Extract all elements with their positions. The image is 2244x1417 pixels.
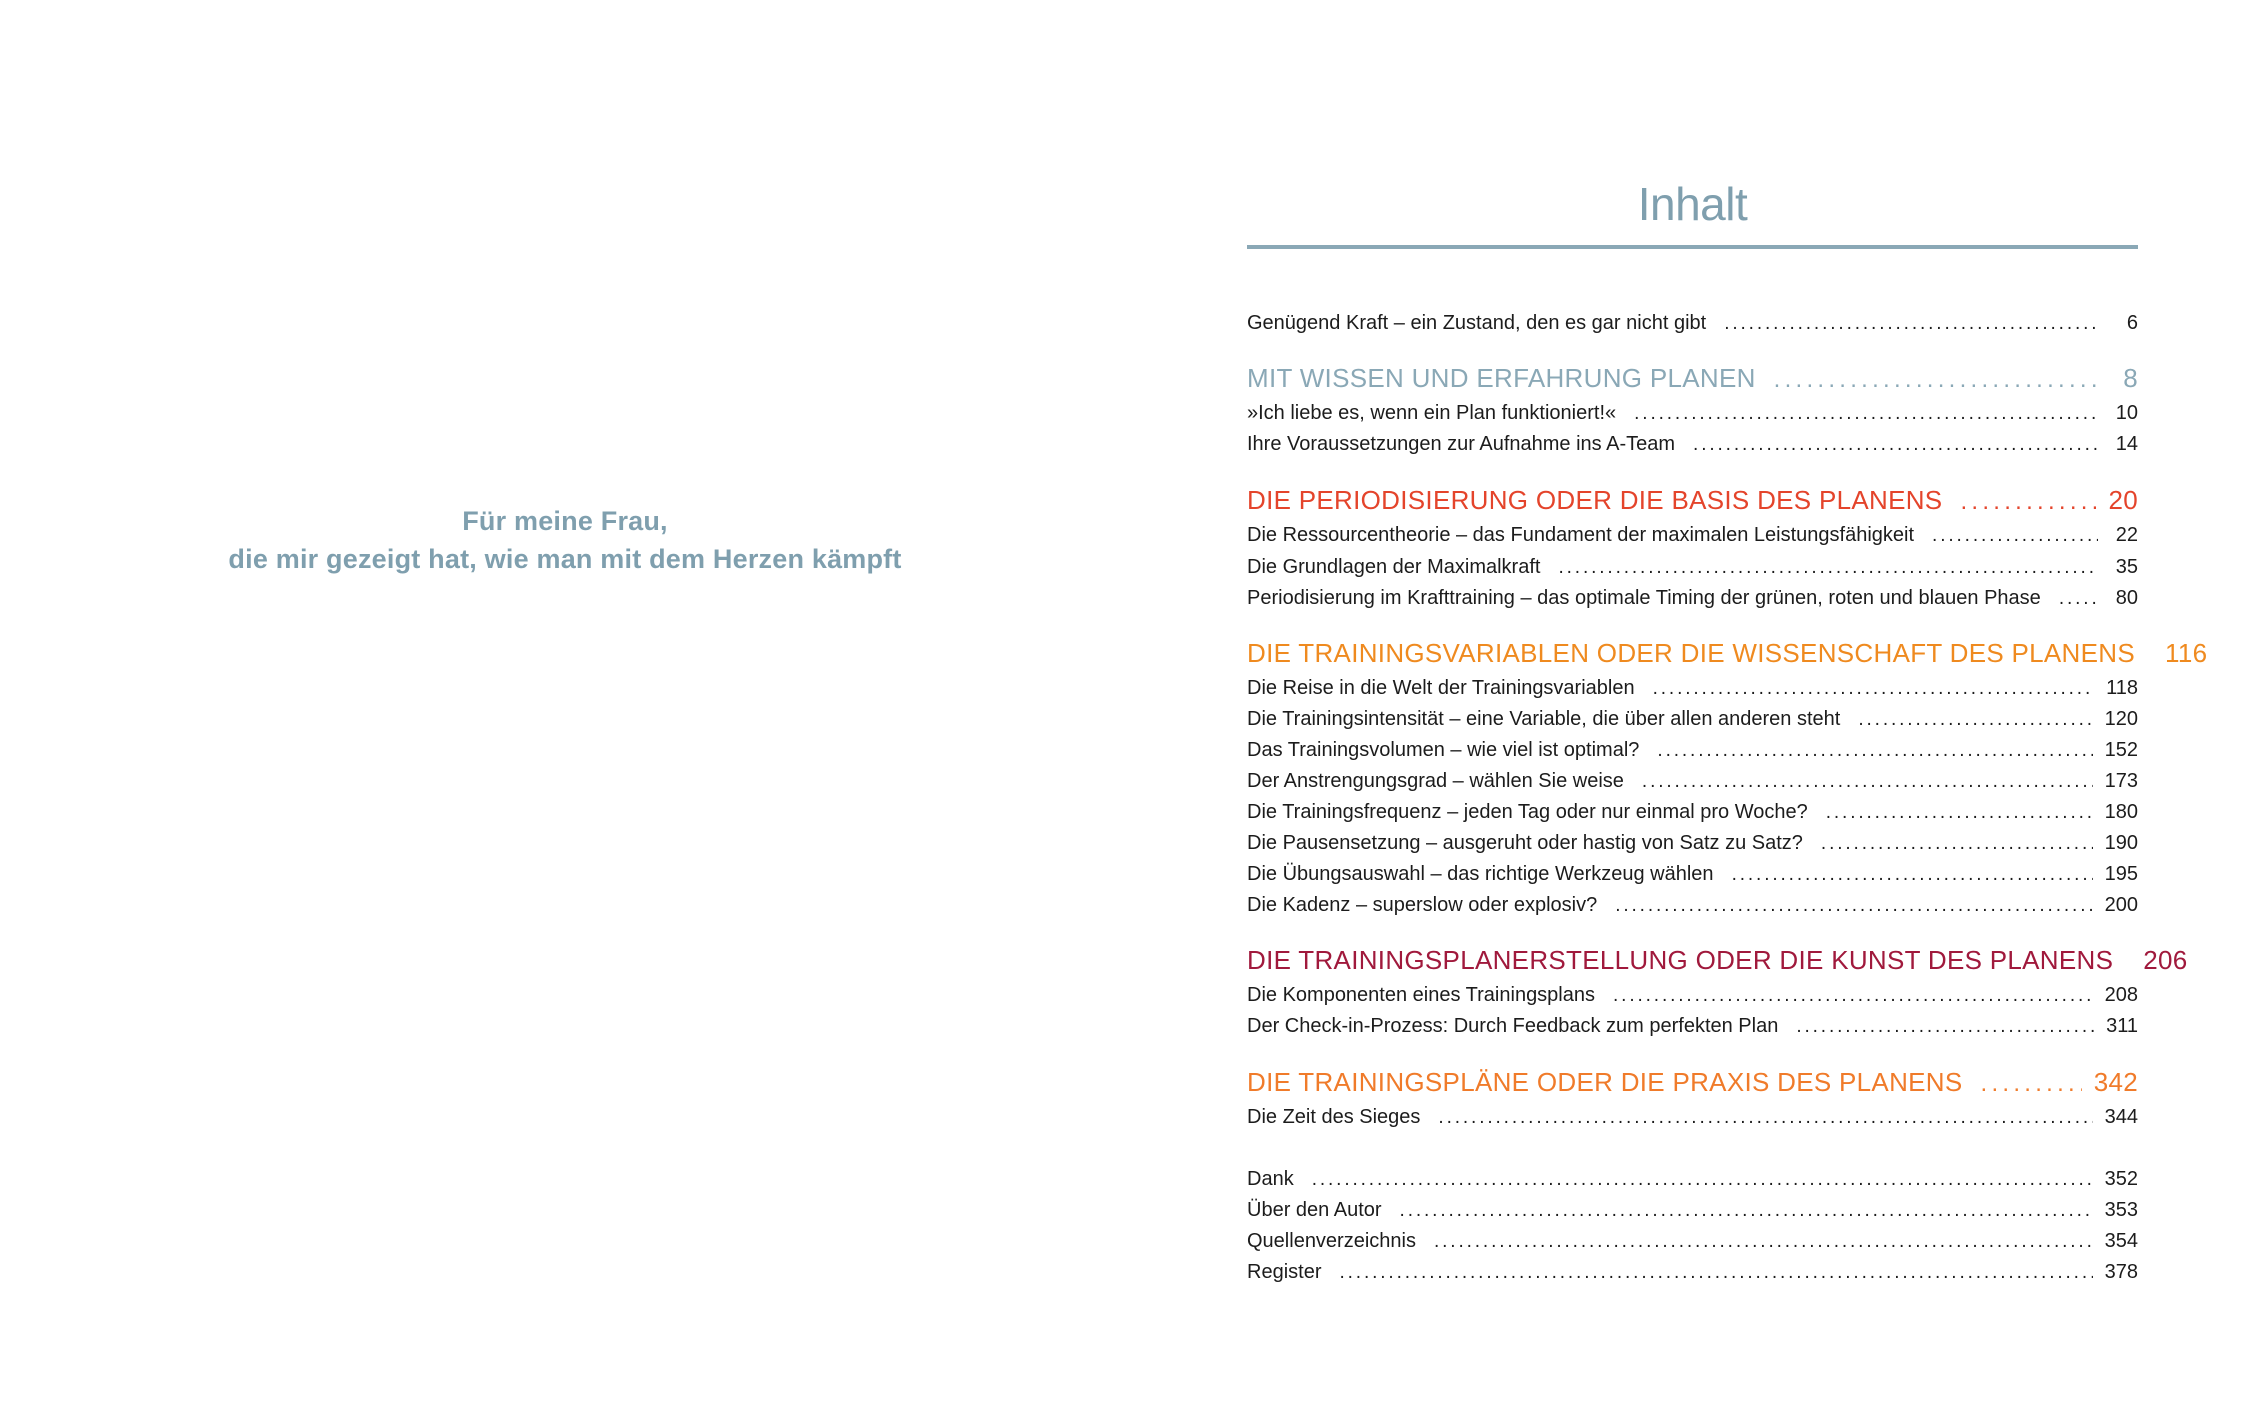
toc-entry-label: Über den Autor — [1247, 1199, 1382, 1221]
toc-entry[interactable] — [1247, 735, 2138, 766]
toc-entry-page: 195 — [2104, 863, 2138, 885]
toc-entry-page: 120 — [2104, 708, 2138, 730]
toc-entry[interactable] — [1247, 890, 2138, 921]
toc-leader-dots — [1858, 704, 2092, 735]
toc-entry[interactable] — [1247, 1102, 2138, 1133]
toc-entry-label: Periodisierung im Krafttraining – das optimale Timing der grünen, roten und blauen Phase — [1247, 587, 2041, 609]
toc-entry-label: Die Trainingsintensität – eine Variable, die über allen anderen steht — [1247, 708, 1841, 730]
toc-leader-dots — [1400, 1195, 2093, 1226]
toc-entry-page: 354 — [2104, 1230, 2138, 1252]
toc-leader-dots — [1732, 859, 2093, 890]
toc-entry-label: Der Check-in-Prozess: Durch Feedback zum perfekten Plan — [1247, 1015, 1779, 1037]
toc-leader-dots — [1613, 980, 2093, 1011]
toc-chapter-label: DIE TRAININGSPLANERSTELLUNG ODER DIE KUNST DES PLANENS — [1247, 945, 2114, 975]
toc-entry[interactable] — [1247, 859, 2138, 890]
toc-entry[interactable] — [1247, 828, 2138, 859]
toc-entry[interactable] — [1247, 520, 2138, 551]
toc-entry-label: Quellenverzeichnis — [1247, 1230, 1416, 1252]
toc-entry-page: 311 — [2106, 1015, 2138, 1037]
toc-entry-label: Der Anstrengungsgrad – wählen Sie weise — [1247, 770, 1624, 792]
toc-leader-dots — [1312, 1164, 2093, 1195]
toc-entry-label: »Ich liebe es, wenn ein Plan funktioniert!« — [1247, 402, 1617, 424]
toc-chapter-page: 20 — [2108, 485, 2138, 515]
toc-entry-label: Die Zeit des Sieges — [1247, 1106, 1421, 1128]
toc-entry-page: 118 — [2106, 677, 2138, 699]
toc-leader-dots — [1796, 1011, 2094, 1042]
toc-entry-label: Die Pausensetzung – ausgeruht oder hastig von Satz zu Satz? — [1247, 832, 1803, 854]
toc-leader-dots — [1653, 673, 2095, 704]
dedication-line-1: Für meine Frau, — [462, 506, 668, 536]
toc-entry-label: Register — [1247, 1261, 1322, 1283]
toc-entry-label: Genügend Kraft – ein Zustand, den es gar nicht gibt — [1247, 312, 1707, 334]
toc-entry[interactable] — [1247, 704, 2138, 735]
toc-entry[interactable] — [1247, 308, 2138, 339]
toc-leader-dots — [1821, 828, 2093, 859]
toc-leader-dots — [1657, 735, 2092, 766]
toc-chapter-label: DIE PERIODISIERUNG ODER DIE BASIS DES PLANENS — [1247, 485, 1943, 515]
toc-entry[interactable] — [1247, 398, 2138, 429]
toc-chapter-page: 206 — [2143, 945, 2188, 975]
toc-entry-page: 352 — [2104, 1168, 2138, 1190]
toc-entry[interactable] — [1247, 797, 2138, 828]
toc-entry-label: Die Kadenz – superslow oder explosiv? — [1247, 894, 1598, 916]
toc-leader-dots — [1724, 308, 2098, 339]
toc-entry[interactable] — [1247, 1226, 2138, 1257]
toc-entry-label: Die Komponenten eines Trainingsplans — [1247, 984, 1595, 1006]
toc-entry-page: 80 — [2115, 587, 2138, 609]
toc-entry-page: 152 — [2104, 739, 2138, 761]
toc-entry-page: 10 — [2115, 402, 2138, 424]
toc-entry-page: 200 — [2104, 894, 2138, 916]
toc-chapter-label: DIE TRAININGSPLÄNE ODER DIE PRAXIS DES PLANENS — [1247, 1067, 1963, 1097]
toc-entry-page: 190 — [2104, 832, 2138, 854]
toc-entry-page: 14 — [2115, 433, 2138, 455]
toc-entry[interactable] — [1247, 980, 2138, 1011]
toc-chapter-page: 8 — [2123, 363, 2138, 393]
toc-entry-label: Dank — [1247, 1168, 1294, 1190]
toc-chapter[interactable] — [1247, 941, 2188, 979]
toc-leader-dots — [1615, 890, 2092, 921]
toc-chapter-label: DIE TRAININGSVARIABLEN ODER DIE WISSENSCHAFT DES PLANENS — [1247, 638, 2135, 668]
toc-entry-label: Die Ressourcentheorie – das Fundament der maximalen Leistungsfähigkeit — [1247, 524, 1915, 546]
toc-entry[interactable] — [1247, 583, 2138, 614]
toc-leader-dots — [1960, 483, 2096, 521]
toc-entry-label: Die Grundlagen der Maximalkraft — [1247, 556, 1541, 578]
toc-chapter-page: 342 — [2093, 1067, 2138, 1097]
toc-leader-dots — [1981, 1065, 2082, 1103]
dedication-line-2: die mir gezeigt hat, wie man mit dem Herzen kämpft — [228, 544, 902, 574]
toc-entry-page: 208 — [2104, 984, 2138, 1006]
toc-leader-dots — [2059, 583, 2098, 614]
toc-entry[interactable] — [1247, 1257, 2138, 1288]
toc-entry-label: Die Übungsauswahl – das richtige Werkzeug wählen — [1247, 863, 1714, 885]
toc-entry-label: Ihre Voraussetzungen zur Aufnahme ins A-Team — [1247, 433, 1676, 455]
toc-leader-dots — [1438, 1102, 2092, 1133]
toc-entry[interactable] — [1247, 552, 2138, 583]
toc-entry[interactable] — [1247, 1195, 2138, 1226]
toc-chapter[interactable] — [1247, 1063, 2138, 1101]
toc-leader-dots — [1558, 552, 2098, 583]
dedication — [140, 502, 990, 578]
toc-entry-label: Die Trainingsfrequenz – jeden Tag oder nur einmal pro Woche? — [1247, 801, 1808, 823]
toc-entry-page: 344 — [2104, 1106, 2138, 1128]
toc-title-rule — [1247, 245, 2138, 249]
toc-entry[interactable] — [1247, 1011, 2138, 1042]
toc-entry-page: 353 — [2104, 1199, 2138, 1221]
toc-chapter[interactable] — [1247, 634, 2208, 672]
toc-leader-dots — [1774, 361, 2098, 399]
toc-entry-page: 35 — [2115, 556, 2138, 578]
toc-entry-page: 378 — [2104, 1261, 2138, 1283]
toc-entry[interactable] — [1247, 766, 2138, 797]
toc-leader-dots — [1434, 1226, 2093, 1257]
toc-leader-dots — [1693, 429, 2098, 460]
toc-chapter[interactable] — [1247, 359, 2138, 397]
toc-entry-page: 6 — [2126, 312, 2138, 334]
toc-leader-dots — [1826, 797, 2093, 828]
toc-entry-label: Die Reise in die Welt der Trainingsvariablen — [1247, 677, 1635, 699]
toc-entry[interactable] — [1247, 429, 2138, 460]
toc-entry[interactable] — [1247, 1164, 2138, 1195]
toc-entry-label: Das Trainingsvolumen – wie viel ist optimal? — [1247, 739, 1640, 761]
toc-entry-page: 22 — [2115, 524, 2138, 546]
toc-entry[interactable] — [1247, 673, 2138, 704]
toc-leader-dots — [1634, 398, 2098, 429]
toc-leader-dots — [1932, 520, 2098, 551]
toc-chapter-label: MIT WISSEN UND ERFAHRUNG PLANEN — [1247, 363, 1756, 393]
toc-leader-dots — [1339, 1257, 2092, 1288]
toc-chapter[interactable] — [1247, 481, 2138, 519]
toc-entry-page: 173 — [2104, 770, 2138, 792]
toc-title: Inhalt — [1637, 178, 1748, 230]
toc-leader-dots — [1642, 766, 2093, 797]
toc-chapter-page: 116 — [2165, 638, 2208, 668]
toc-entry-page: 180 — [2104, 801, 2138, 823]
